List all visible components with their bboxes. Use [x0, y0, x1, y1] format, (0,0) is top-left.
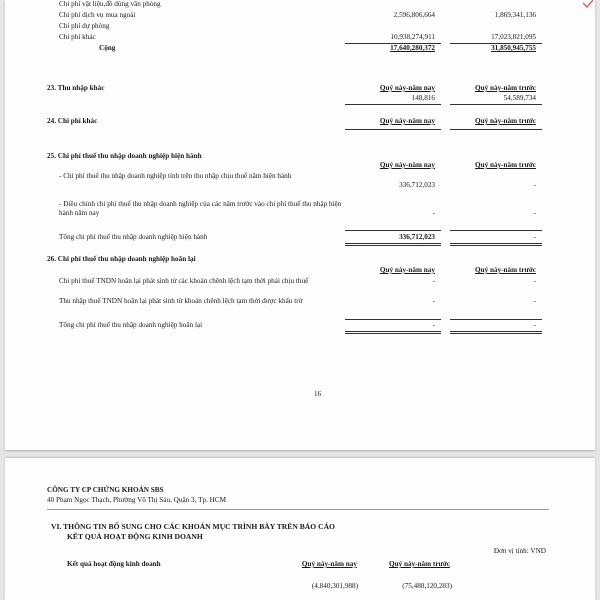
section-24-col-current: Quý này-năm nay: [379, 117, 435, 125]
section-25-row1-current: 336,712,023: [399, 181, 435, 189]
section-26-total-previous: -: [533, 321, 536, 329]
section-24-title: 24. Chi phí khác: [47, 117, 98, 125]
section-26-double-rule-previous-a: [450, 331, 542, 332]
section-25-col-current: Quý này-năm nay: [379, 161, 435, 169]
header-divider: [47, 509, 549, 510]
section-25-row1-previous: -: [533, 181, 536, 189]
section-vi-title-line1: VI. THÔNG TIN BỔ SUNG CHO CÁC KHOẢN MỤC TRÌNH BÀY TRÊN BÁO CÁO: [51, 522, 335, 531]
section-26-row1-current: -: [432, 277, 435, 285]
value-current-other-expenses: 10,938,274,911: [390, 33, 435, 41]
business-result-col-current: Quý này-năm nay: [301, 560, 357, 568]
section-26-total-label: Tổng chi phí thuế thu nhập doanh nghiệp hoãn lại: [59, 321, 203, 329]
section-vi-title-line2: KẾT QUẢ HOẠT ĐỘNG KINH DOANH: [67, 532, 203, 541]
section-26-rule-previous: [450, 319, 542, 320]
section-25-double-rule-previous-b: [450, 245, 542, 246]
section-25-double-rule-previous-a: [450, 243, 542, 244]
section-25-row2-current: -: [432, 209, 435, 217]
section-25-total-current: 336,712,023: [399, 233, 435, 241]
section-23-col-current: Quý này-năm nay: [379, 84, 435, 92]
business-result-label: Kết quả hoạt động kinh doanh: [67, 560, 161, 568]
business-result-value-previous: (75,488,120,283): [402, 582, 452, 590]
value-current-outsourced-services: 2,596,806,664: [393, 11, 435, 19]
section-25-row2-label: - Điều chỉnh chi phí thuế thu nhập doanh nghiệp của các năm trước vào chi phí thuế thu nhập hiện hành năm nay: [59, 200, 342, 217]
section-25-double-rule-current-a: [345, 243, 441, 244]
annotation-check-icon: [583, 0, 593, 10]
business-result-col-previous: Quý này-năm trước: [389, 560, 450, 568]
section-25-rule-current: [345, 230, 441, 231]
section-24-rule-current: [345, 129, 441, 130]
section-26-row2-current: -: [432, 297, 435, 305]
currency-unit: Đơn vị tính: VND: [493, 547, 546, 555]
company-name: CÔNG TY CP CHỨNG KHOÁN SBS: [47, 486, 164, 494]
row-label-provision: Chi phí dự phòng: [59, 22, 110, 30]
section-26-col-current: Quý này-năm nay: [379, 266, 435, 274]
section-26-row1-previous: -: [533, 277, 536, 285]
section-26-double-rule-current-b: [345, 333, 441, 334]
section-25-col-previous: Quý này-năm trước: [475, 161, 536, 169]
row-label-other-expenses: Chi phí khác: [59, 33, 96, 41]
section-26-title: 26. Chi phí thuế thu nhập doanh nghiệp hoãn lại: [47, 255, 196, 263]
total-label: Cộng: [99, 44, 116, 52]
section-23-rule-previous: [450, 104, 542, 105]
section-23-value-current: 148,816: [411, 94, 435, 102]
section-26-row2-label: Thu nhập thuế TNDN hoãn lại phát sinh từ khoản chênh lệch tạm thời được khấu trừ: [59, 297, 303, 305]
section-26-double-rule-previous-b: [450, 333, 542, 334]
total-current: 17,640,280,372: [390, 44, 435, 52]
section-25-double-rule-current-b: [345, 245, 441, 246]
section-26-row1-label: Chi phí thuế TNDN hoãn lại phát sinh từ các khoản chênh lệch tạm thời phải chịu thuế: [59, 277, 309, 285]
section-26-rule-current: [345, 319, 441, 320]
section-25-title: 25. Chi phí thuế thu nhập doanh nghiệp hiện hành: [47, 152, 202, 160]
section-25-total-label: Tổng chi phí thuế thu nhập doanh nghiệp hiện hành: [59, 233, 208, 241]
section-26-double-rule-current-a: [345, 331, 441, 332]
section-26-row2-previous: -: [533, 297, 536, 305]
section-26-col-previous: Quý này-năm trước: [475, 266, 536, 274]
value-previous-outsourced-services: 1,869,341,136: [494, 11, 536, 19]
section-25-rule-previous: [450, 230, 542, 231]
section-24-col-previous: Quý này-năm trước: [475, 117, 536, 125]
section-25-total-previous: -: [533, 233, 536, 241]
business-result-value-current: (4,840,301,988): [311, 582, 358, 590]
company-address: 40 Phạm Ngọc Thạch, Phường Võ Thị Sáu, Quận 3, Tp. HCM: [47, 496, 227, 504]
page-number: 16: [314, 390, 322, 398]
section-25-row2-previous: -: [533, 209, 536, 217]
section-26-total-current: -: [432, 321, 435, 329]
section-23-title: 23. Thu nhập khác: [47, 84, 105, 92]
document-page-16: [5, 0, 595, 450]
section-25-row1-label: - Chi phí thuế thu nhập doanh nghiệp tính trên thu nhập chịu thuế năm hiện hành: [59, 172, 292, 180]
section-23-value-previous: 54,589,734: [503, 94, 536, 102]
value-previous-other-expenses: 17,023,821,095: [491, 33, 536, 41]
row-label-outsourced-services: Chi phí dịch vụ mua ngoài: [59, 11, 136, 19]
document-page-17: [5, 458, 595, 600]
section-23-col-previous: Quý này-năm trước: [475, 84, 536, 92]
section-24-rule-previous: [450, 129, 542, 130]
section-23-rule-current: [345, 104, 441, 105]
total-previous: 31,850,945,755: [491, 44, 536, 52]
row-label-office-supplies: Chi phí vật liệu,đồ dùng văn phòng: [59, 0, 161, 8]
